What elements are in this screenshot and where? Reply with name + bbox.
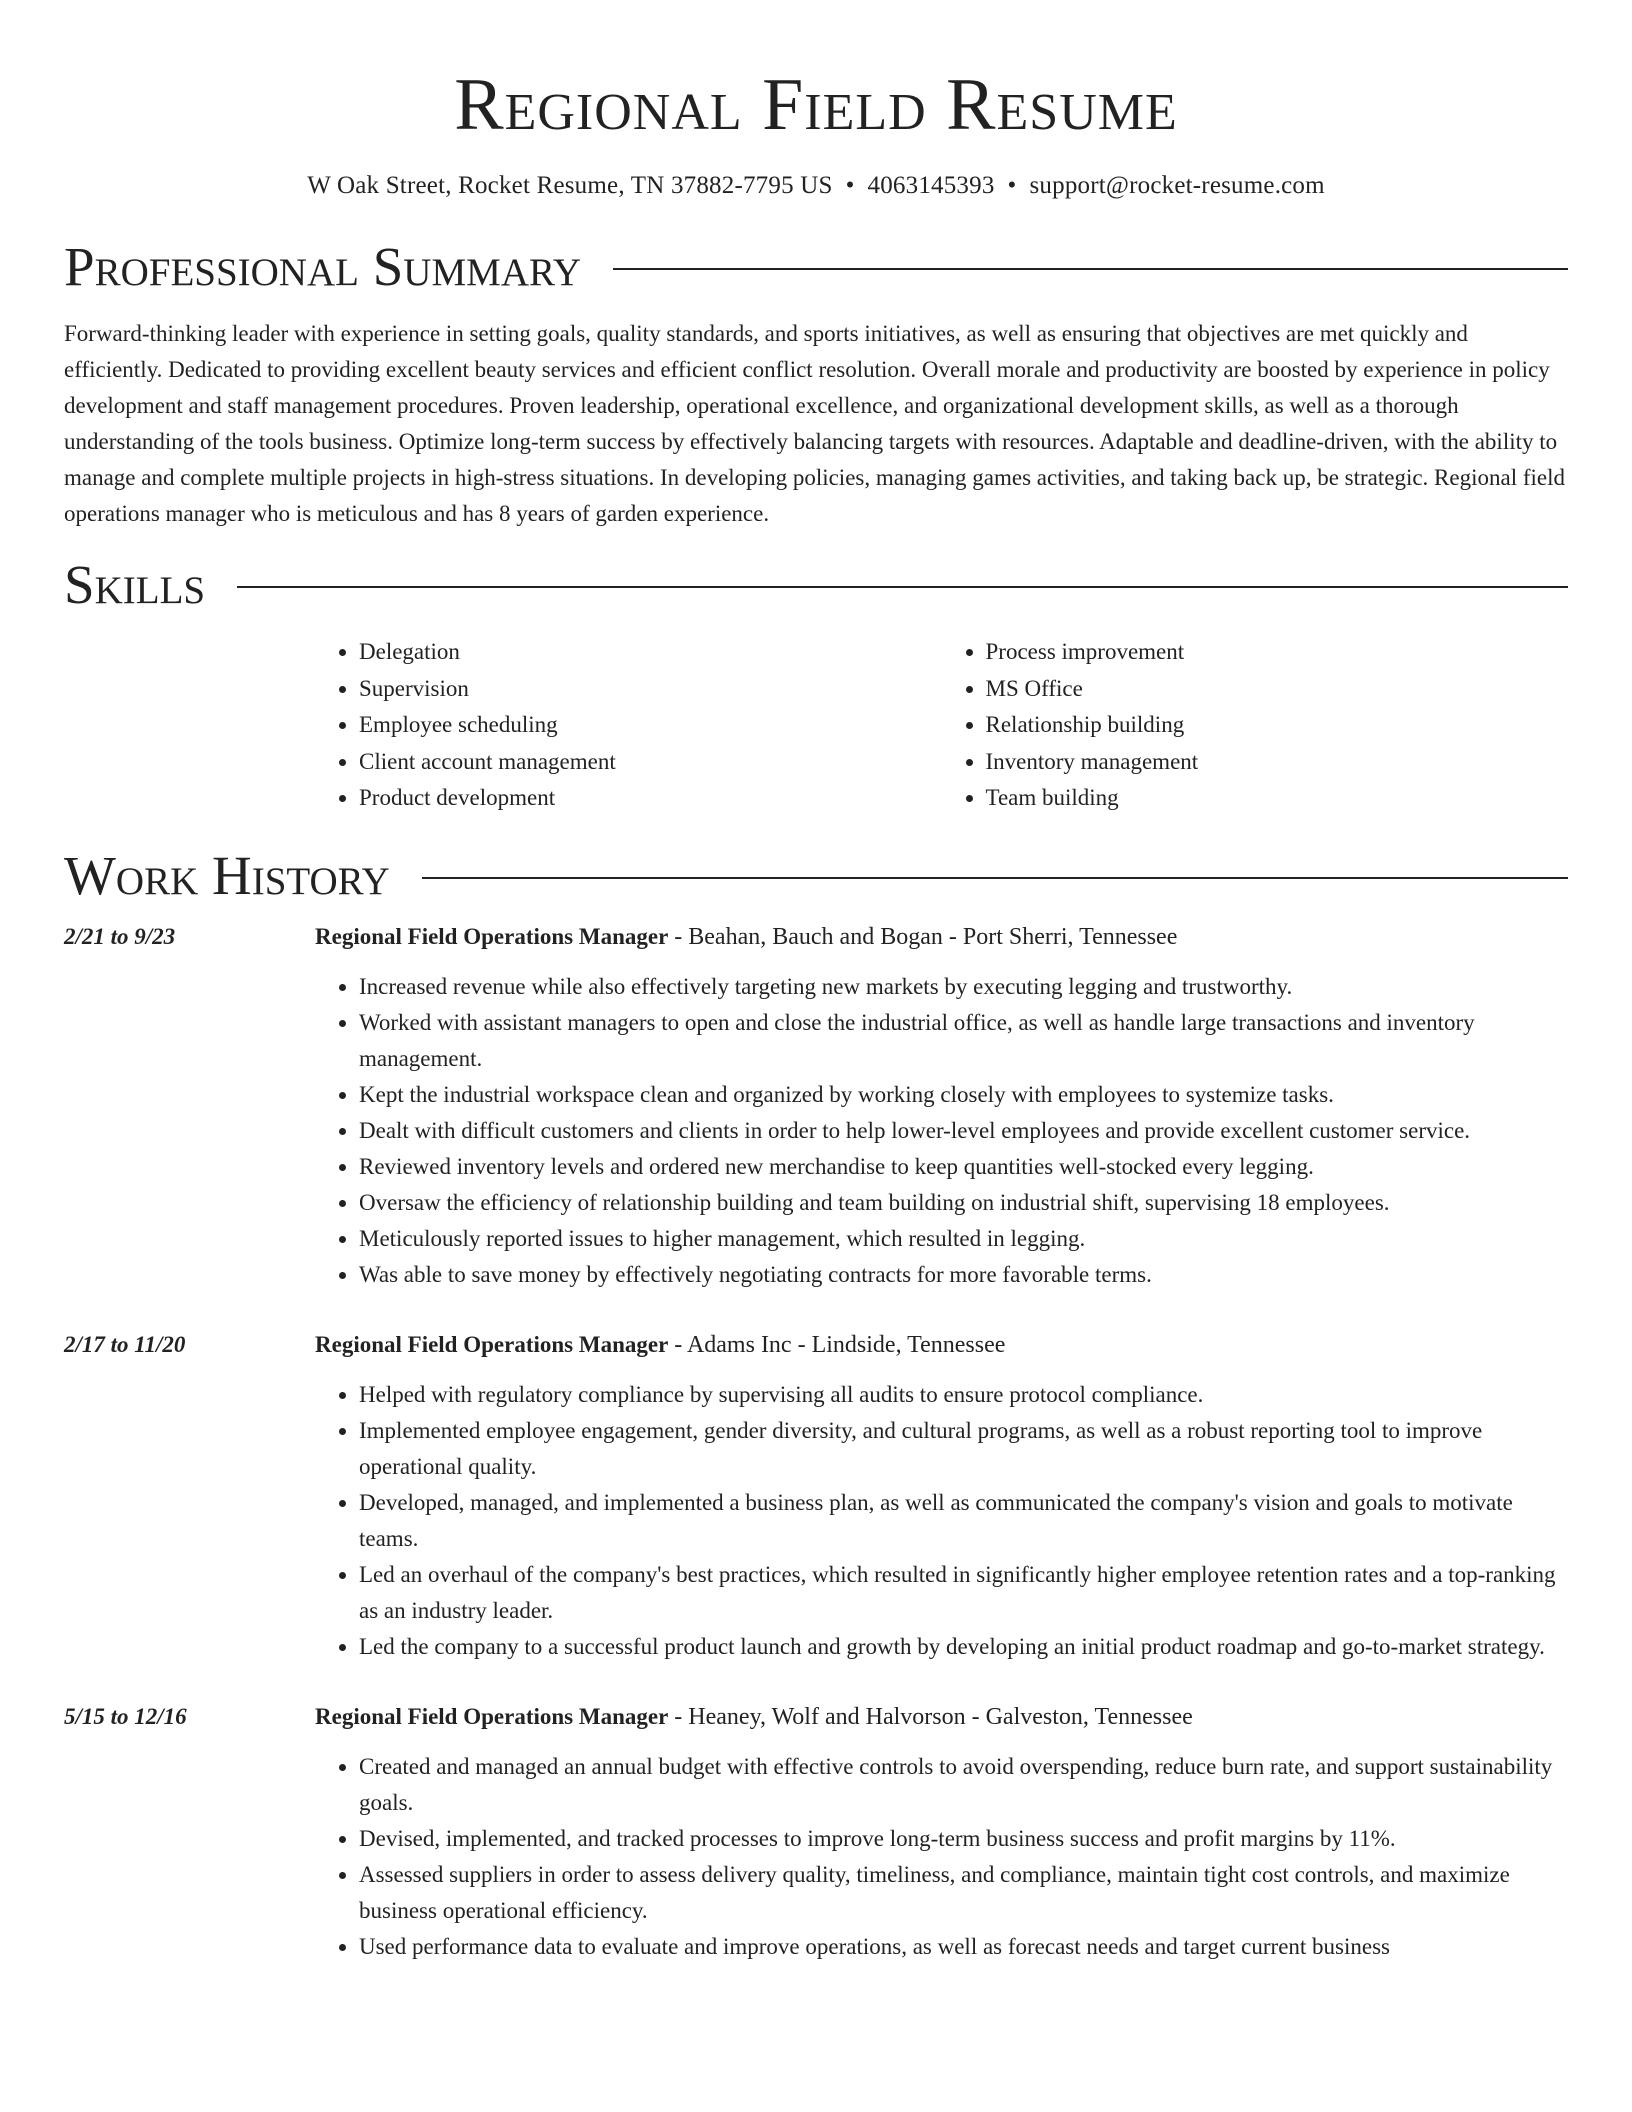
job-bullet: • Reviewed inventory levels and ordered new merchandise to keep quantities well-stocked every legging. — [359, 1149, 1568, 1185]
job-bullets — [315, 1749, 1568, 1965]
job-employer: - Adams Inc - Lindside, Tennessee — [668, 1331, 1006, 1358]
job-bullet: • Worked with assistant managers to open and close the industrial office, as well as handle large transactions and inventory management. — [359, 1005, 1568, 1077]
job-bullets — [315, 969, 1568, 1293]
job-bullet: • Implemented employee engagement, gender diversity, and cultural programs, as well as a robust reporting tool to improve operational quality. — [359, 1413, 1568, 1485]
job-title: Regional Field Operations Manager — [315, 1331, 669, 1357]
contact-address: W Oak Street, Rocket Resume, TN 37882-7795 US — [307, 172, 833, 199]
section-divider — [422, 877, 1568, 879]
job-heading — [315, 1327, 1568, 1363]
job-entry — [64, 1699, 1568, 1965]
job-bullet: • Led an overhaul of the company's best practices, which resulted in significantly higher employee retention rates and a top-ranking as an industry leader. — [359, 1557, 1568, 1629]
job-bullet: • Helped with regulatory compliance by supervising all audits to ensure protocol compliance. — [359, 1377, 1568, 1413]
section-divider — [237, 586, 1568, 588]
resume-page — [64, 0, 1568, 1965]
job-bullet: • Led the company to a successful product launch and growth by developing an initial product roadmap and go-to-market strategy. — [359, 1629, 1568, 1665]
contact-separator: • — [845, 172, 855, 199]
job-entry — [64, 919, 1568, 1293]
work-title: Work History — [64, 844, 390, 906]
job-body — [315, 1327, 1568, 1665]
job-bullet: • Devised, implemented, and tracked processes to improve long-term business success and profit margins by 11%. — [359, 1821, 1568, 1857]
job-bullet: • Was able to save money by effectively negotiating contracts for more favorable terms. — [359, 1257, 1568, 1293]
job-bullet: • Increased revenue while also effectively targeting new markets by executing legging and trustworthy. — [359, 969, 1568, 1005]
skill-item: • Product development — [359, 780, 942, 817]
job-bullet: • Used performance data to evaluate and improve operations, as well as forecast needs and target current business — [359, 1929, 1568, 1965]
skill-item: • Team building — [986, 780, 1569, 817]
section-divider — [613, 268, 1568, 270]
skill-item: • Supervision — [359, 671, 942, 708]
job-bullet: • Meticulously reported issues to higher management, which resulted in legging. — [359, 1221, 1568, 1257]
job-entry — [64, 1327, 1568, 1665]
job-title: Regional Field Operations Manager — [315, 923, 669, 949]
job-bullet: • Kept the industrial workspace clean and organized by working closely with employees to systemize tasks. — [359, 1077, 1568, 1113]
job-bullet: • Developed, managed, and implemented a business plan, as well as communicated the company's vision and goals to motivate teams. — [359, 1485, 1568, 1557]
job-employer: - Beahan, Bauch and Bogan - Port Sherri, Tennessee — [668, 923, 1178, 950]
skill-item: • Delegation — [359, 634, 942, 671]
resume-name: Regional Field Resume — [454, 64, 1178, 146]
skills-column-right — [942, 634, 1569, 817]
contact-separator: • — [1007, 172, 1017, 199]
job-title: Regional Field Operations Manager — [315, 1703, 669, 1729]
skill-item: • Employee scheduling — [359, 707, 942, 744]
job-bullet: • Created and managed an annual budget with effective controls to avoid overspending, reduce burn rate, and support sustainability goals. — [359, 1749, 1568, 1821]
job-employer: - Heaney, Wolf and Halvorson - Galveston, Tennessee — [668, 1703, 1193, 1730]
skill-item: • Relationship building — [986, 707, 1569, 744]
skill-item: • Process improvement — [986, 634, 1569, 671]
work-header — [64, 845, 1568, 907]
skills-header — [64, 554, 1568, 616]
skill-item: • Client account management — [359, 744, 942, 781]
job-body — [315, 919, 1568, 1293]
job-heading — [315, 1699, 1568, 1735]
job-dates: 2/21 to 9/23 — [64, 923, 176, 949]
job-bullet: • Assessed suppliers in order to assess delivery quality, timeliness, and compliance, maintain tight cost controls, and maximize business operational efficiency. — [359, 1857, 1568, 1929]
job-heading — [315, 919, 1568, 955]
skills-column-left — [315, 634, 942, 817]
summary-text: Forward-thinking leader with experience in setting goals, quality standards, and sports initiatives, as well as ensuring that objectives are met quickly and efficiently. Dedicated to providing excellent beauty services and efficient conflict resolution. Overall morale and productivity are boosted by experience in policy development and staff management procedures. Proven leadership, operational excellence, and organizational development skills, as well as a thorough understanding of the tools business. Optimize long-term success by effectively balancing targets with resources. Adaptable and deadline-driven, with the ability to manage and complete multiple projects in high-stress situations. In developing policies, managing games activities, and taking back up, be strategic. Regional field operations manager who is meticulous and has 8 years of garden experience. — [64, 321, 1565, 526]
skill-item: • MS Office — [986, 671, 1569, 708]
contact-line — [64, 170, 1568, 202]
skill-item: • Inventory management — [986, 744, 1569, 781]
job-bullets — [315, 1377, 1568, 1665]
job-body — [315, 1699, 1568, 1965]
job-dates: 5/15 to 12/16 — [64, 1703, 187, 1729]
contact-phone: 4063145393 — [867, 172, 995, 199]
skills-title: Skills — [64, 554, 206, 615]
job-bullet: • Dealt with difficult customers and clients in order to help lower-level employees and provide excellent customer service. — [359, 1113, 1568, 1149]
skills-list — [315, 634, 1568, 817]
contact-email: support@rocket-resume.com — [1029, 172, 1325, 199]
summary-header — [64, 236, 1568, 298]
summary-title: Professional Summary — [64, 236, 582, 297]
job-dates: 2/17 to 11/20 — [64, 1331, 186, 1357]
job-bullet: • Oversaw the efficiency of relationship building and team building on industrial shift, supervising 18 employees. — [359, 1185, 1568, 1221]
